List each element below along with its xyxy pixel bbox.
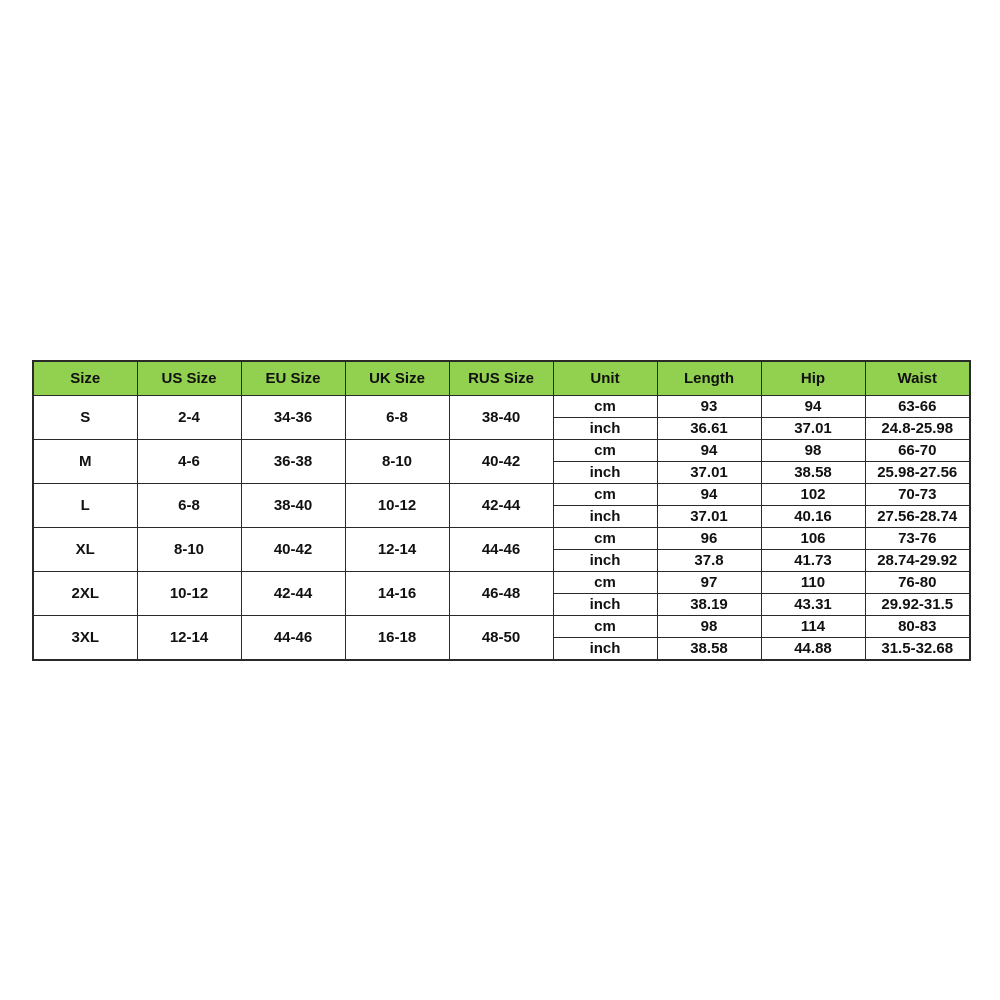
hip-cell: 37.01 xyxy=(761,418,865,440)
unit-cell: inch xyxy=(553,594,657,616)
header-length: Length xyxy=(657,361,761,396)
unit-cell: inch xyxy=(553,506,657,528)
hip-cell: 106 xyxy=(761,528,865,550)
eu-size-cell: 44-46 xyxy=(241,616,345,661)
unit-cell: cm xyxy=(553,616,657,638)
header-uk-size: UK Size xyxy=(345,361,449,396)
us-size-cell: 2-4 xyxy=(137,396,241,440)
length-cell: 97 xyxy=(657,572,761,594)
unit-cell: cm xyxy=(553,572,657,594)
uk-size-cell: 14-16 xyxy=(345,572,449,616)
unit-cell: cm xyxy=(553,440,657,462)
hip-cell: 40.16 xyxy=(761,506,865,528)
rus-size-cell: 38-40 xyxy=(449,396,553,440)
rus-size-cell: 44-46 xyxy=(449,528,553,572)
hip-cell: 98 xyxy=(761,440,865,462)
eu-size-cell: 40-42 xyxy=(241,528,345,572)
header-size: Size xyxy=(33,361,137,396)
size-chart-body xyxy=(33,396,970,661)
hip-cell: 114 xyxy=(761,616,865,638)
uk-size-cell: 8-10 xyxy=(345,440,449,484)
hip-cell: 102 xyxy=(761,484,865,506)
waist-cell: 66-70 xyxy=(865,440,970,462)
uk-size-cell: 12-14 xyxy=(345,528,449,572)
uk-size-cell: 16-18 xyxy=(345,616,449,661)
size-cell: S xyxy=(33,396,137,440)
waist-cell: 28.74-29.92 xyxy=(865,550,970,572)
uk-size-cell: 6-8 xyxy=(345,396,449,440)
unit-cell: inch xyxy=(553,638,657,661)
length-cell: 93 xyxy=(657,396,761,418)
header-us-size: US Size xyxy=(137,361,241,396)
waist-cell: 25.98-27.56 xyxy=(865,462,970,484)
waist-cell: 24.8-25.98 xyxy=(865,418,970,440)
eu-size-cell: 36-38 xyxy=(241,440,345,484)
eu-size-cell: 42-44 xyxy=(241,572,345,616)
waist-cell: 80-83 xyxy=(865,616,970,638)
unit-cell: inch xyxy=(553,462,657,484)
waist-cell: 29.92-31.5 xyxy=(865,594,970,616)
size-row-cm xyxy=(33,484,970,506)
hip-cell: 43.31 xyxy=(761,594,865,616)
length-cell: 94 xyxy=(657,440,761,462)
size-cell: XL xyxy=(33,528,137,572)
waist-cell: 27.56-28.74 xyxy=(865,506,970,528)
hip-cell: 38.58 xyxy=(761,462,865,484)
size-chart-table xyxy=(32,360,971,661)
size-row-cm xyxy=(33,528,970,550)
size-row-cm xyxy=(33,396,970,418)
us-size-cell: 4-6 xyxy=(137,440,241,484)
size-cell: M xyxy=(33,440,137,484)
waist-cell: 31.5-32.68 xyxy=(865,638,970,661)
eu-size-cell: 34-36 xyxy=(241,396,345,440)
header-row xyxy=(33,361,970,396)
header-eu-size: EU Size xyxy=(241,361,345,396)
length-cell: 96 xyxy=(657,528,761,550)
unit-cell: inch xyxy=(553,418,657,440)
waist-cell: 70-73 xyxy=(865,484,970,506)
unit-cell: inch xyxy=(553,550,657,572)
header-unit: Unit xyxy=(553,361,657,396)
length-cell: 98 xyxy=(657,616,761,638)
hip-cell: 44.88 xyxy=(761,638,865,661)
size-row-cm xyxy=(33,572,970,594)
waist-cell: 76-80 xyxy=(865,572,970,594)
unit-cell: cm xyxy=(553,484,657,506)
unit-cell: cm xyxy=(553,396,657,418)
length-cell: 38.58 xyxy=(657,638,761,661)
us-size-cell: 10-12 xyxy=(137,572,241,616)
us-size-cell: 8-10 xyxy=(137,528,241,572)
hip-cell: 41.73 xyxy=(761,550,865,572)
length-cell: 37.8 xyxy=(657,550,761,572)
rus-size-cell: 42-44 xyxy=(449,484,553,528)
size-row-cm xyxy=(33,616,970,638)
uk-size-cell: 10-12 xyxy=(345,484,449,528)
length-cell: 37.01 xyxy=(657,462,761,484)
size-cell: 2XL xyxy=(33,572,137,616)
rus-size-cell: 46-48 xyxy=(449,572,553,616)
size-row-cm xyxy=(33,440,970,462)
us-size-cell: 12-14 xyxy=(137,616,241,661)
rus-size-cell: 48-50 xyxy=(449,616,553,661)
length-cell: 94 xyxy=(657,484,761,506)
waist-cell: 73-76 xyxy=(865,528,970,550)
header-waist: Waist xyxy=(865,361,970,396)
length-cell: 36.61 xyxy=(657,418,761,440)
waist-cell: 63-66 xyxy=(865,396,970,418)
eu-size-cell: 38-40 xyxy=(241,484,345,528)
size-cell: L xyxy=(33,484,137,528)
hip-cell: 110 xyxy=(761,572,865,594)
header-rus-size: RUS Size xyxy=(449,361,553,396)
length-cell: 37.01 xyxy=(657,506,761,528)
header-hip: Hip xyxy=(761,361,865,396)
length-cell: 38.19 xyxy=(657,594,761,616)
hip-cell: 94 xyxy=(761,396,865,418)
size-cell: 3XL xyxy=(33,616,137,661)
us-size-cell: 6-8 xyxy=(137,484,241,528)
rus-size-cell: 40-42 xyxy=(449,440,553,484)
unit-cell: cm xyxy=(553,528,657,550)
